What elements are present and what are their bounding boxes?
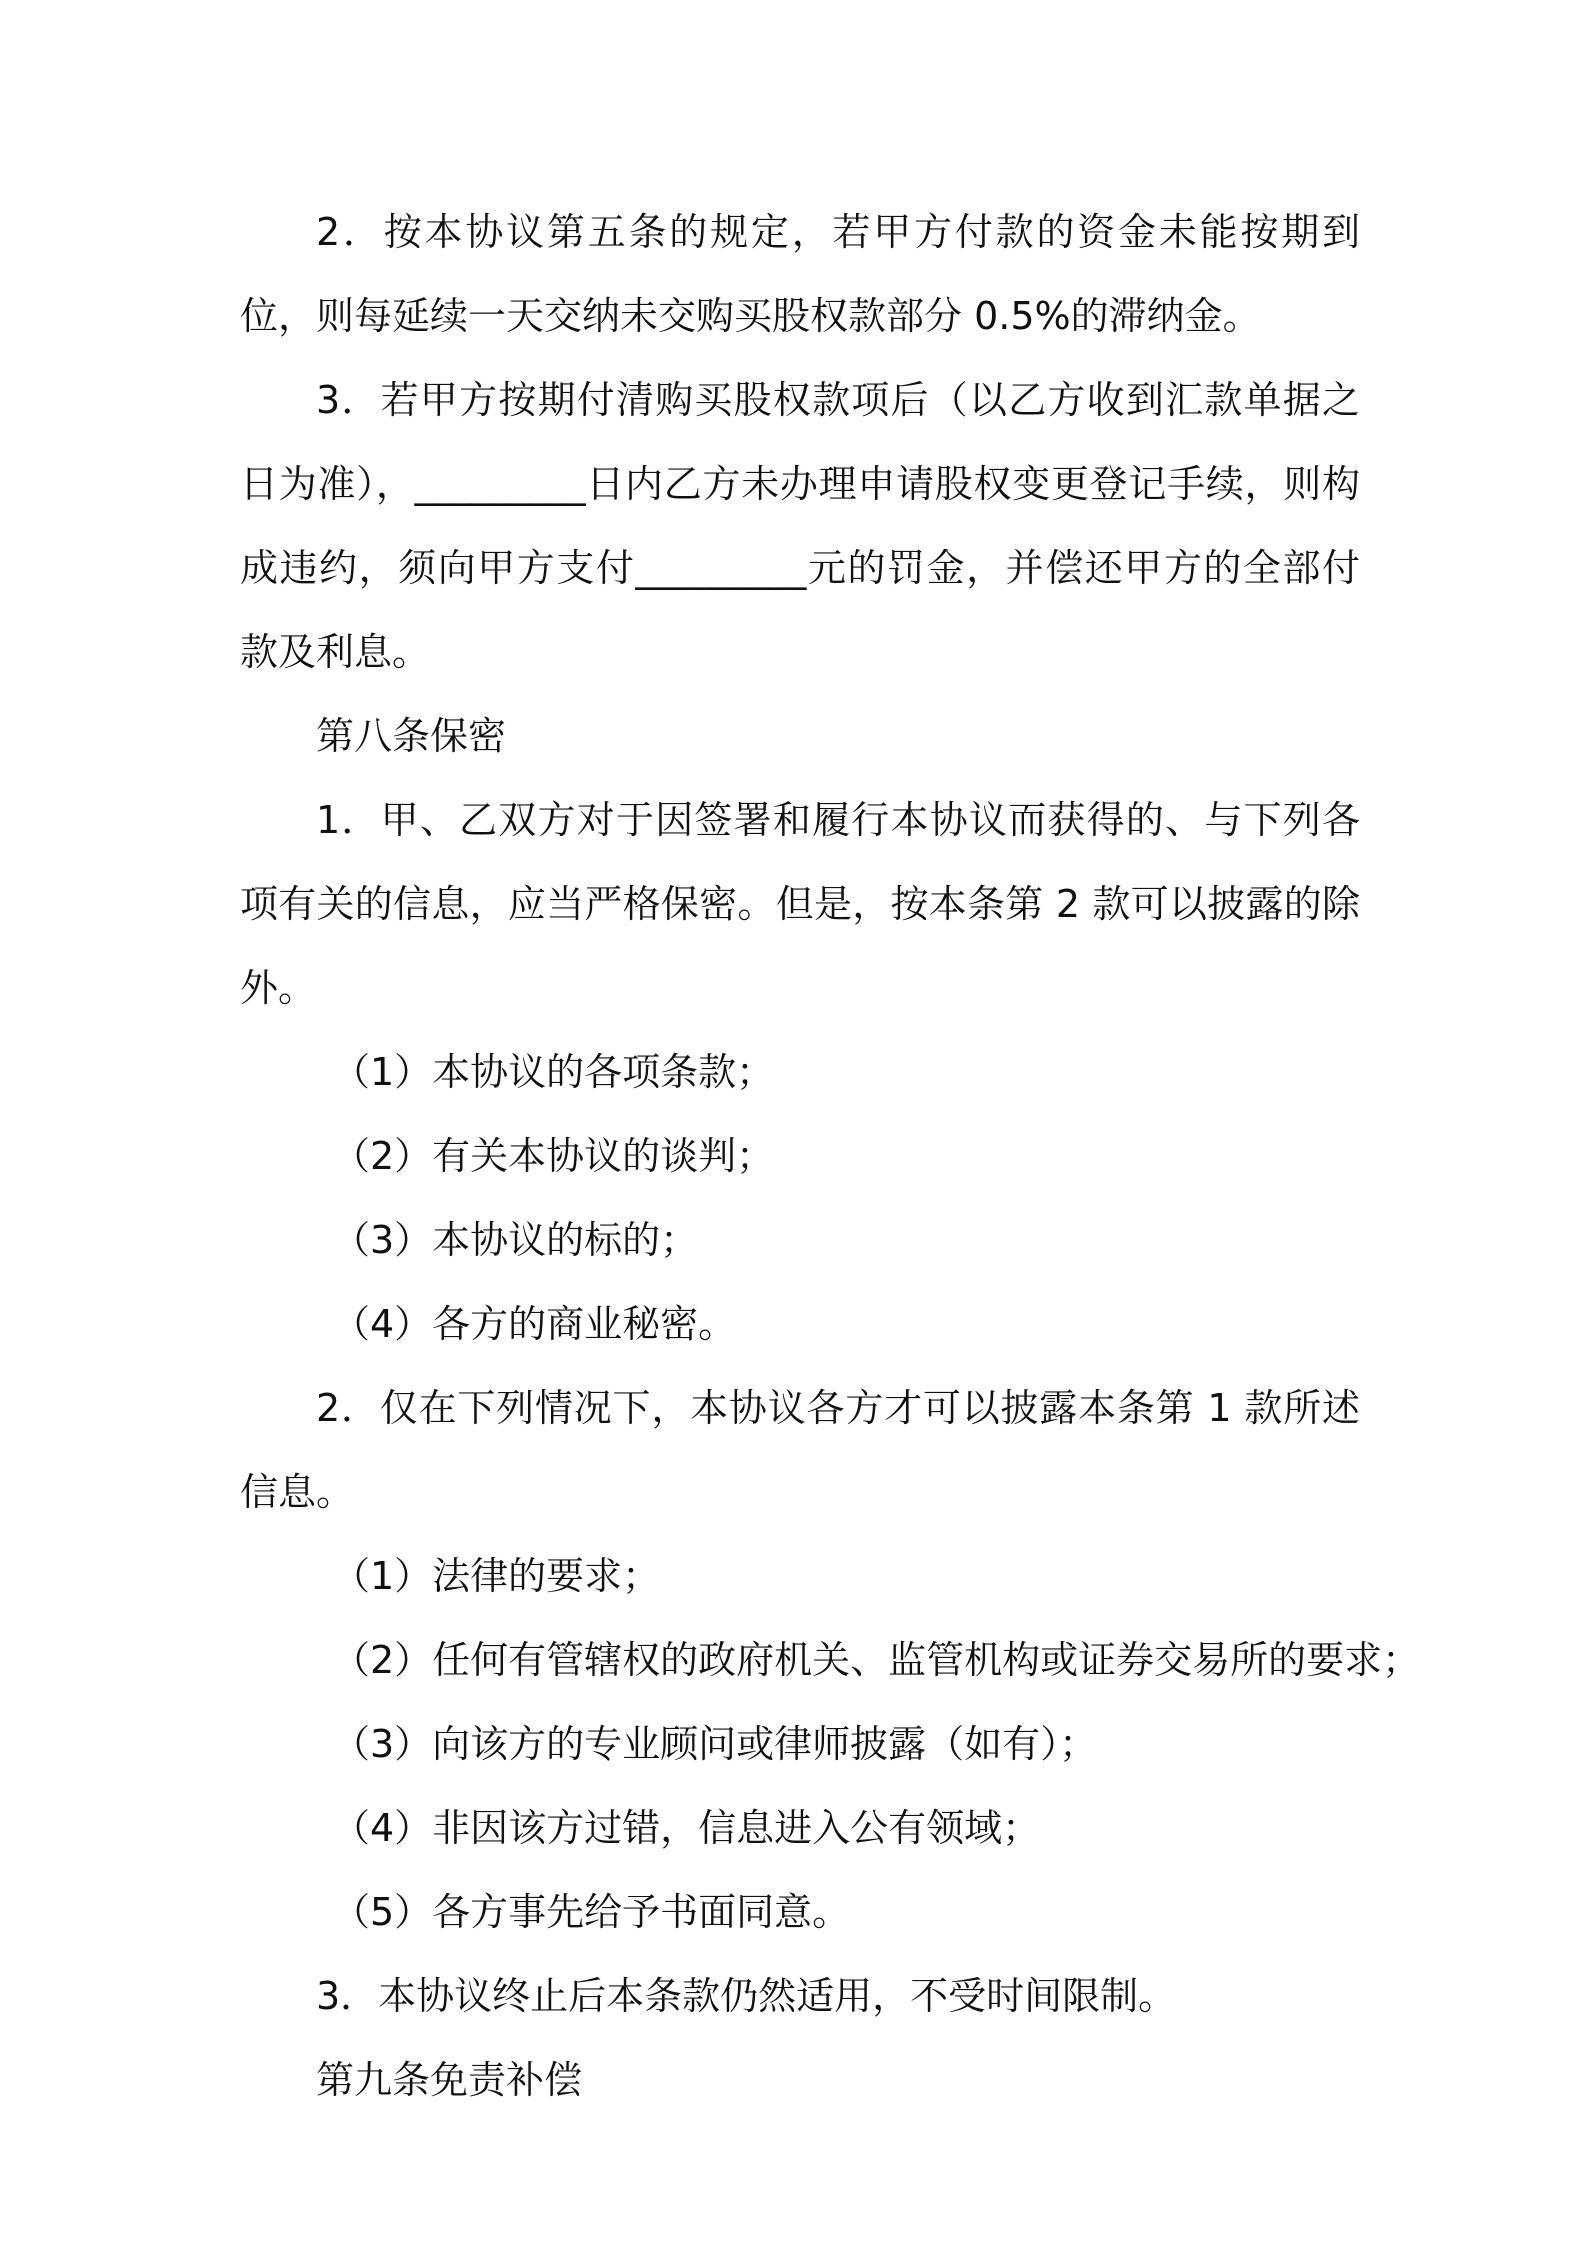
article-8-item-1-sub-3: （3）本协议的标的； (332, 1218, 699, 1262)
article-8-item-2-sub-3: （3）向该方的专业顾问或律师披露（如有）； (332, 1722, 1098, 1766)
article-9-heading: 第九条免责补偿 (316, 2058, 583, 2102)
article-8-heading: 第八条保密 (316, 714, 507, 758)
article-8-item-1-sub-4: （4）各方的商业秘密。 (332, 1302, 737, 1346)
article-8-item-2: 2．仅在下列情况下，本协议各方才可以披露本条第 1 款所述信息。 (240, 1386, 1360, 1514)
article-8-item-1-sub-2: （2）有关本协议的谈判； (332, 1134, 775, 1178)
article-8-item-1-sub-1: （1）本协议的各项条款； (332, 1050, 775, 1094)
article-8-item-1: 1．甲、乙双方对于因签署和履行本协议而获得的、与下列各项有关的信息，应当严格保密。但是，按本条第 2 款可以披露的除外。 (240, 798, 1360, 1010)
clause-7-item-2: 2．按本协议第五条的规定，若甲方付款的资金未能按期到位，则每延续一天交纳未交购买股权款部分 0.5%的滞纳金。 (240, 210, 1360, 338)
article-8-item-2-sub-1: （1）法律的要求； (332, 1554, 661, 1598)
article-8-item-2-sub-4: （4）非因该方过错，信息进入公有领域； (332, 1806, 1041, 1850)
article-8-item-2-sub-2: （2）任何有管辖权的政府机关、监管机构或证券交易所的要求； (332, 1638, 1421, 1682)
clause-7-item-3: 3．若甲方按期付清购买股权款项后（以乙方收到汇款单据之日为准），_________日内乙方未办理申请股权变更登记手续，则构成违约，须向甲方支付_________元的罚金，并偿还甲方的全部付款及利息。 (240, 378, 1360, 674)
article-8-item-3: 3．本协议终止后本条款仍然适用，不受时间限制。 (316, 1974, 1177, 2018)
document-body (240, 190, 1421, 2122)
article-8-item-2-sub-5: （5）各方事先给予书面同意。 (332, 1890, 851, 1934)
